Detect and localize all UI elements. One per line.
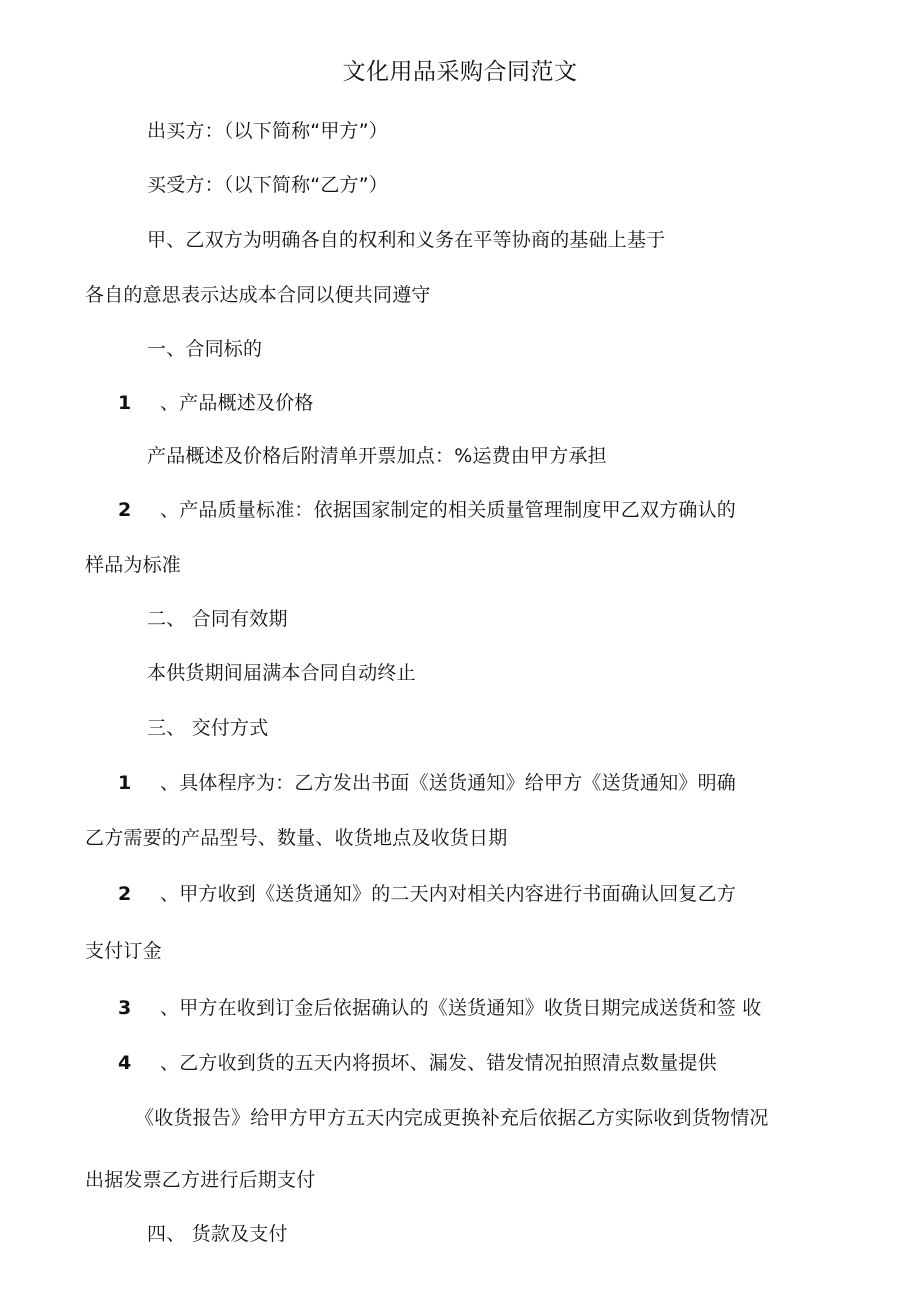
section-3-item-2-text: 、甲方收到《送货通知》的二天内对相关内容进行书面确认回复乙方 [160, 883, 737, 905]
buyer-line: 出买方：（以下简称“甲方”） [147, 120, 388, 142]
section-3-item-2-continuation: 支付订金 [85, 940, 162, 962]
section-2-text: 本供货期间届满本合同自动终止 [147, 662, 416, 684]
section-3-item-3-number: 3 [118, 997, 132, 1019]
intro-paragraph-line-2: 各自的意思表示达成本合同以便共同遵守 [85, 284, 431, 306]
section-3-heading: 三、 交付方式 [147, 717, 269, 739]
section-3-item-4-number: 4 [118, 1052, 132, 1074]
section-3-item-1-number: 1 [118, 772, 132, 794]
document-title: 文化用品采购合同范文 [342, 59, 578, 85]
section-1-item-2-number: 2 [118, 499, 132, 521]
section-4-heading: 四、 货款及支付 [147, 1223, 288, 1245]
section-1-item-2-continuation: 样品为标准 [85, 554, 182, 576]
section-3-item-2-number: 2 [118, 883, 132, 905]
section-1-item-1-text: 、产品概述及价格 [160, 392, 314, 414]
section-1-heading: 一、合同标的 [147, 338, 263, 360]
seller-line: 买受方：（以下简称“乙方”） [147, 174, 388, 196]
section-1-item-1-number: 1 [118, 392, 132, 414]
section-1-item-2-text: 、产品质量标准：依据国家制定的相关质量管理制度甲乙双方确认的 [160, 499, 737, 521]
section-3-item-1-text: 、具体程序为：乙方发出书面《送货通知》给甲方《送货通知》明确 [160, 772, 737, 794]
section-3-item-1-continuation: 乙方需要的产品型号、数量、收货地点及收货日期 [85, 827, 508, 849]
section-1-item-1-detail: 产品概述及价格后附清单开票加点：%运费由甲方承担 [147, 445, 607, 467]
section-3-item-4-continuation-1: 《收货报告》给甲方甲方五天内完成更换补充后依据乙方实际收到货物情况 [135, 1107, 769, 1129]
intro-paragraph-line-1: 甲、乙双方为明确各自的权利和义务在平等协商的基础上基于 [147, 229, 666, 251]
section-3-item-4-text: 、乙方收到货的五天内将损坏、漏发、错发情况拍照清点数量提供 [160, 1052, 717, 1074]
section-2-heading: 二、 合同有效期 [147, 608, 288, 630]
section-3-item-3-text: 、甲方在收到订金后依据确认的《送货通知》收货日期完成送货和签 收 [160, 997, 762, 1019]
section-3-item-4-continuation-2: 出据发票乙方进行后期支付 [85, 1169, 316, 1191]
